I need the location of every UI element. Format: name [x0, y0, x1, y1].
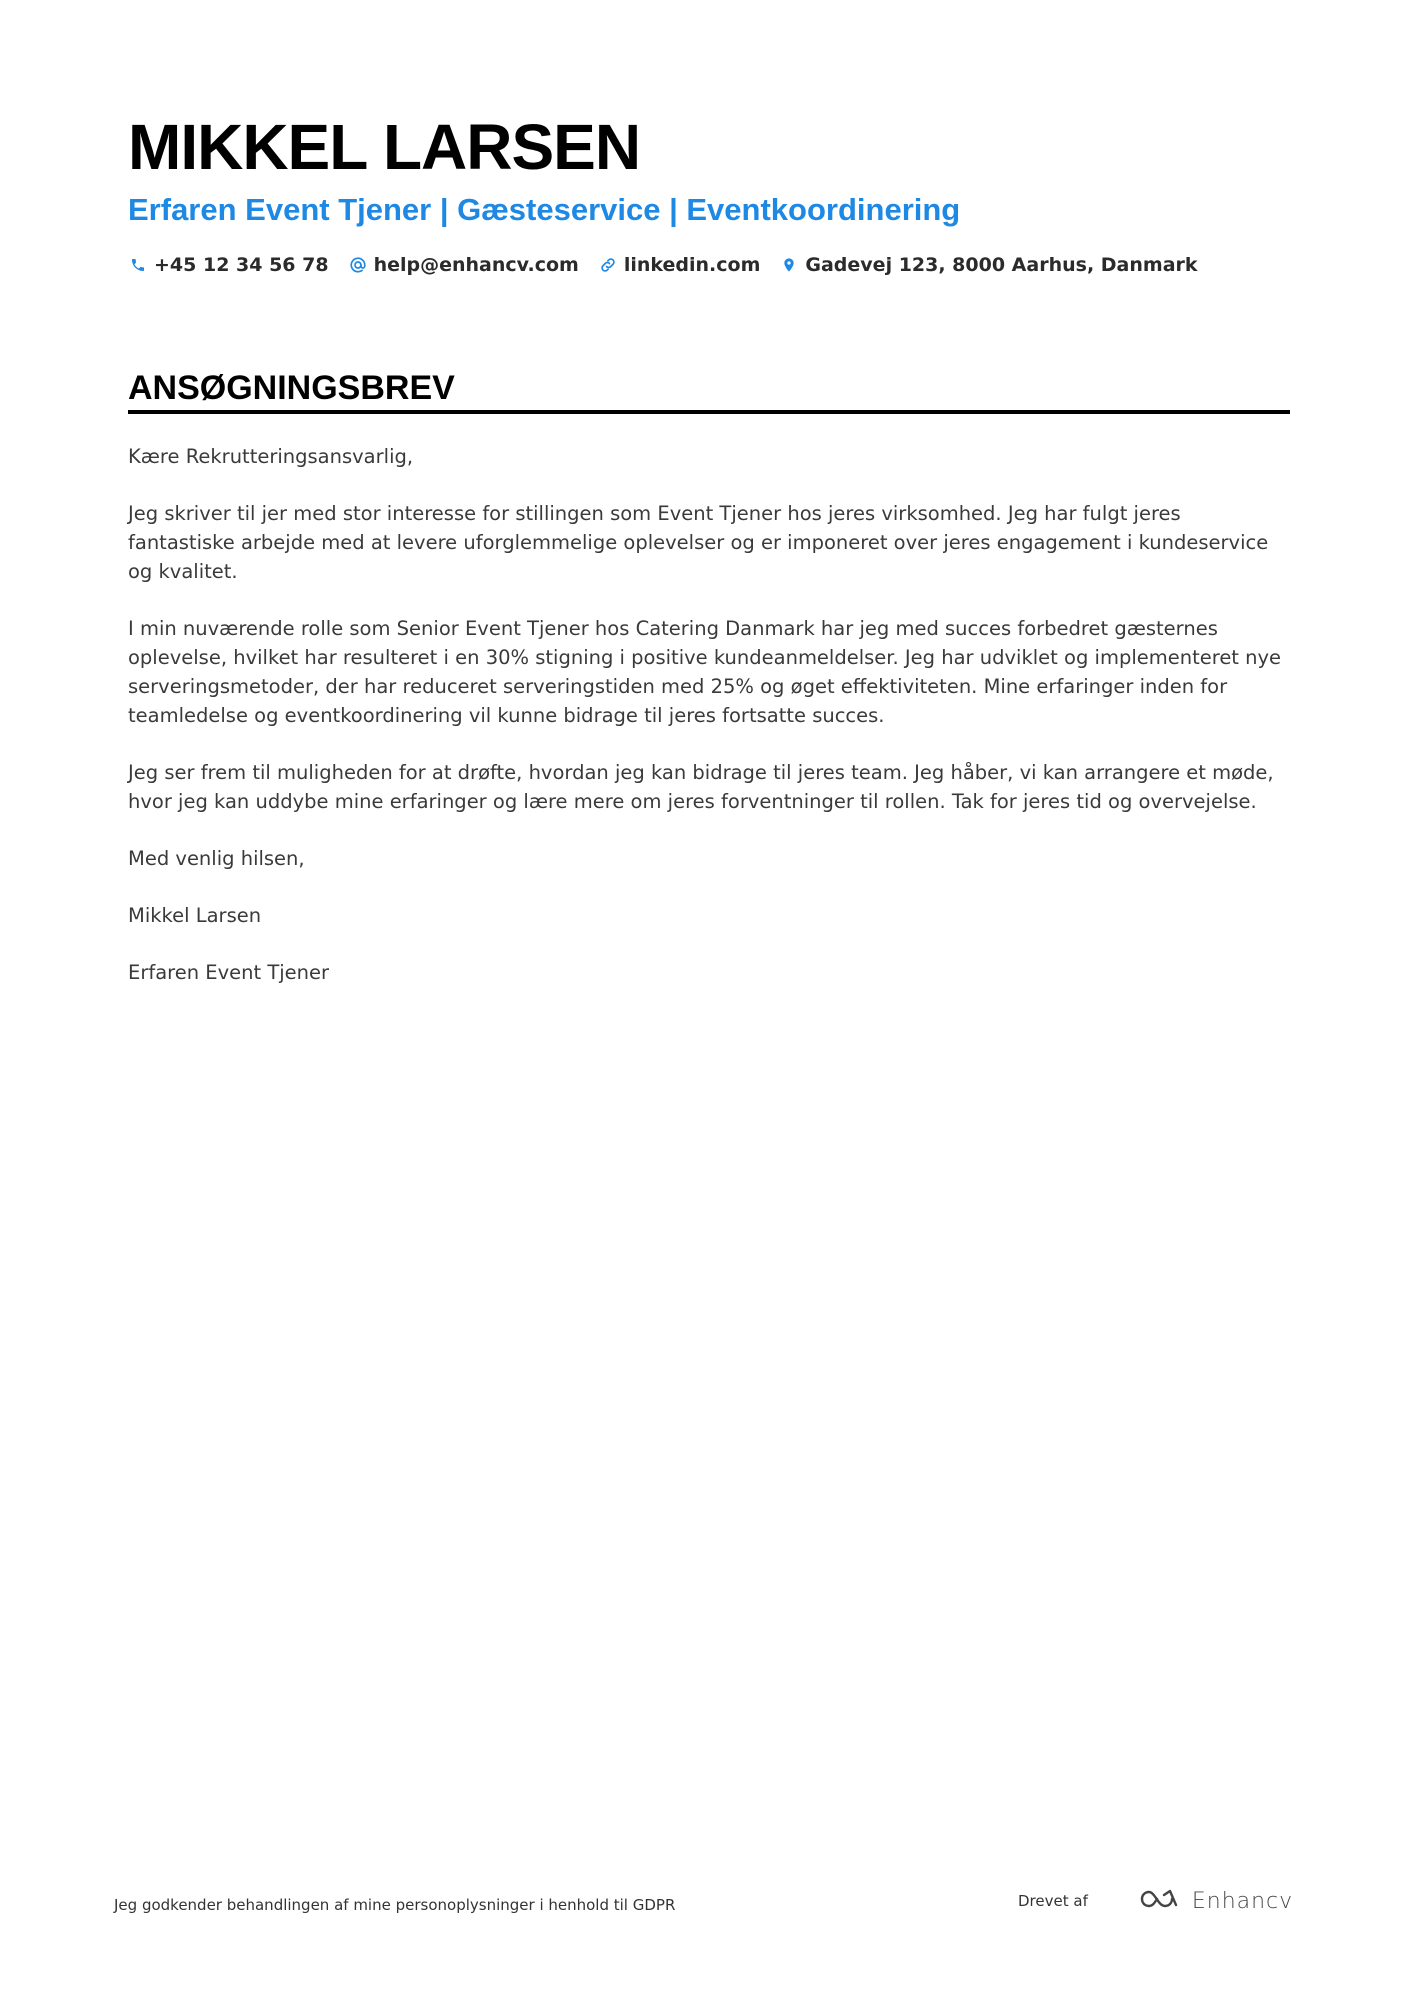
phone-icon — [128, 255, 148, 275]
letter-paragraph: I min nuværende rolle som Senior Event Tjener hos Catering Danmark har jeg med succes forbedret gæsternes oplevelse, hvilket har resulteret i en 30% stigning i positive kundeanmeldelser. Jeg har udviklet og implementeret nye serveringsmetoder, der har reduceret serveringstiden med 25% og øget effektiviteten. Mine erfaringer inden for teamledelse og eventkoordinering vil kunne bidrage til jeres fortsatte succes. — [128, 617, 1282, 727]
enhancv-brand[interactable] — [1136, 1886, 1293, 1916]
brand-name: Enhancv — [1191, 1888, 1294, 1914]
link-icon — [598, 255, 618, 275]
contact-email[interactable] — [348, 254, 579, 276]
section-title: ANSØGNINGSBREV — [128, 369, 455, 407]
contact-linkedin[interactable] — [598, 254, 761, 276]
letter-closing: Med venlig hilsen, — [128, 847, 305, 870]
powered-by — [1018, 1886, 1293, 1916]
contact-bar — [128, 254, 1217, 276]
letter-paragraph: Jeg skriver til jer med stor interesse for stillingen som Event Tjener hos jeres virksomhed. Jeg har fulgt jeres fantastiske arbejde med at levere uforglemmelige oplevelser og er imponeret over jeres engagement i kundeservice og kvalitet. — [128, 502, 1269, 583]
powered-by-label: Drevet af — [1018, 1892, 1088, 1910]
candidate-subtitle: Erfaren Event Tjener | Gæsteservice | Eventkoordinering — [128, 192, 961, 227]
at-icon — [348, 255, 368, 275]
phone-text: +45 12 34 56 78 — [154, 254, 329, 276]
signature-name: Mikkel Larsen — [128, 904, 262, 927]
letter-paragraph: Jeg ser frem til muligheden for at drøfte, hvordan jeg kan bidrage til jeres team. Jeg håber, vi kan arrangere et møde, hvor jeg kan uddybe mine erfaringer og lære mere om jeres forventninger til rollen. Tak for jeres tid og overvejelse. — [128, 761, 1274, 813]
location-pin-icon — [779, 255, 799, 275]
linkedin-text: linkedin.com — [623, 254, 761, 276]
candidate-name: MIKKEL LARSEN — [128, 111, 641, 183]
section-divider — [128, 410, 1290, 414]
signature-title: Erfaren Event Tjener — [128, 961, 330, 984]
contact-address — [779, 254, 1197, 276]
letter-greeting: Kære Rekrutteringsansvarlig, — [128, 445, 414, 468]
email-text: help@enhancv.com — [373, 254, 579, 276]
contact-phone[interactable] — [128, 254, 329, 276]
letter-body — [128, 442, 1290, 1015]
enhancv-logo-icon — [1136, 1886, 1184, 1916]
gdpr-consent: Jeg godkender behandlingen af mine personoplysninger i henhold til GDPR — [114, 1896, 676, 1914]
address-text: Gadevej 123, 8000 Aarhus, Danmark — [805, 254, 1198, 276]
